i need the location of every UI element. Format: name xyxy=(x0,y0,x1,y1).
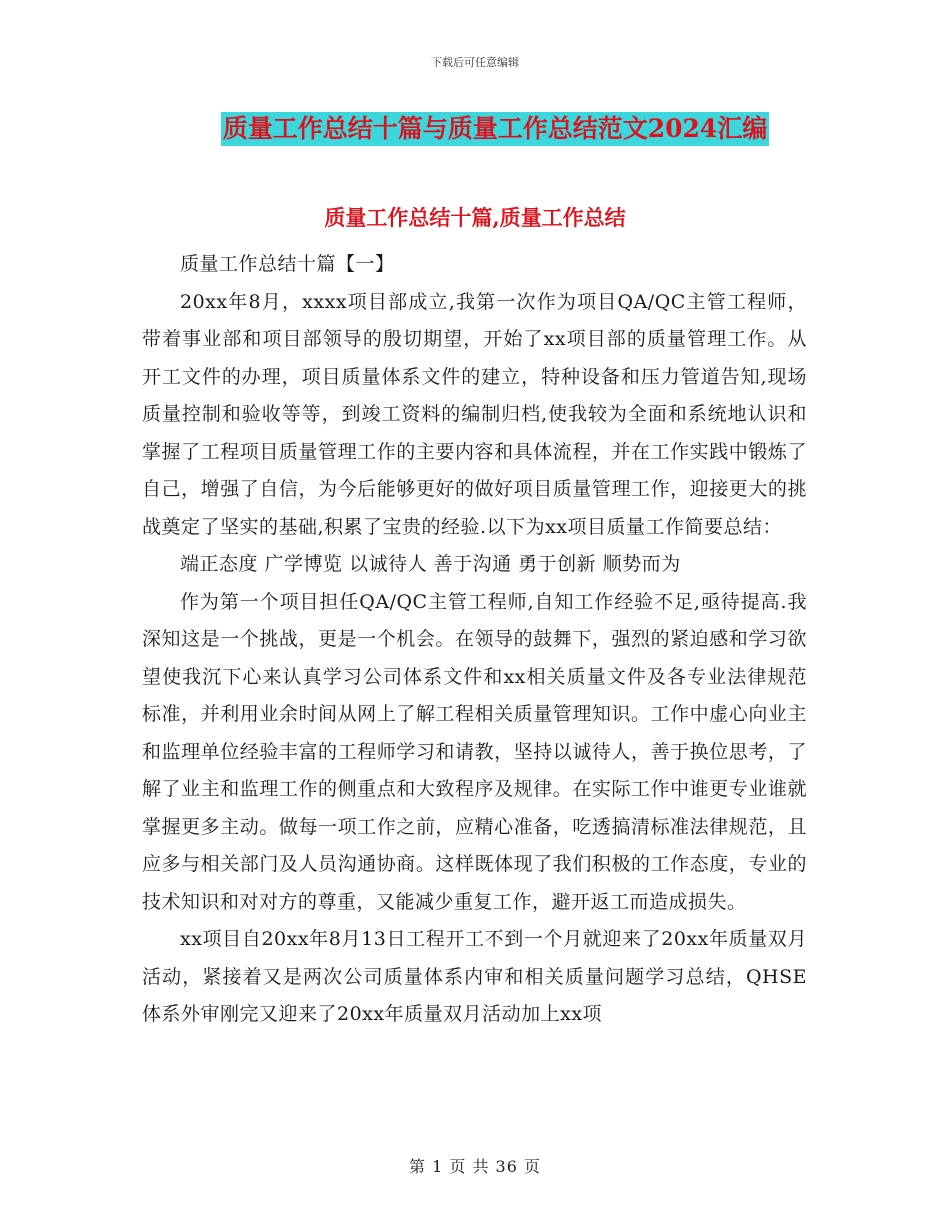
document-body xyxy=(142,246,807,1034)
document-title-container xyxy=(0,112,950,146)
page-number: 第 1 页 共 36 页 xyxy=(409,1157,541,1176)
motto-line: 端正态度 广学博览 以诚待人 善于沟通 勇于创新 顺势而为 xyxy=(180,553,681,575)
paragraph: 20xx年8月，xxxx项目部成立,我第一次作为项目QA/QC主管工程师，带着事业部和项目部领导的殷切期望，开始了xx项目部的质量管理工作。从开工文件的办理，项目质量体系文件的建立，特种设备和压力管道告知,现场质量控制和验收等等，到竣工资料的编制归档,使我较为全面和系统地认识和掌握了工程项目质量管理工作的主要内容和具体流程，并在工作实践中锻炼了自己，增强了自信，为今后能够更好的做好项目质量管理工作，迎接更大的挑战奠定了坚实的基础,积累了宝贵的经验.以下为xx项目质量工作简要总结： xyxy=(142,290,807,538)
document-title: 质量工作总结十篇与质量工作总结范文2024汇编 xyxy=(221,112,770,146)
section-heading: 质量工作总结十篇【一】 xyxy=(180,253,395,275)
paragraph: 作为第一个项目担任QA/QC主管工程师,自知工作经验不足,亟待提高.我深知这是一个挑战，更是一个机会。在领导的鼓舞下，强烈的紧迫感和学习欲望使我沉下心来认真学习公司体系文件和xx相关质量文件及各专业法律规范标准，并利用业余时间从网上了解工程相关质量管理知识。工作中虚心向业主和监理单位经验丰富的工程师学习和请教，坚持以诚待人，善于换位思考，了解了业主和监理工作的侧重点和大致程序及规律。在实际工作中谁更专业谁就掌握更多主动。做每一项工作之前，应精心准备，吃透搞清标准法律规范，且应多与相关部门及人员沟通协商。这样既体现了我们积极的工作态度，专业的技术知识和对对方的尊重，又能减少重复工作，避开返工而造成损失。 xyxy=(142,590,807,913)
document-subtitle: 质量工作总结十篇,质量工作总结 xyxy=(324,205,626,230)
header-note: 下载后可任意编辑 xyxy=(431,56,519,69)
paragraph: xx项目自20xx年8月13日工程开工不到一个月就迎来了20xx年质量双月活动，紧接着又是两次公司质量体系内审和相关质量问题学习总结，QHSE体系外审刚完又迎来了20xx年质量双月活动加上xx项 xyxy=(142,928,807,1025)
